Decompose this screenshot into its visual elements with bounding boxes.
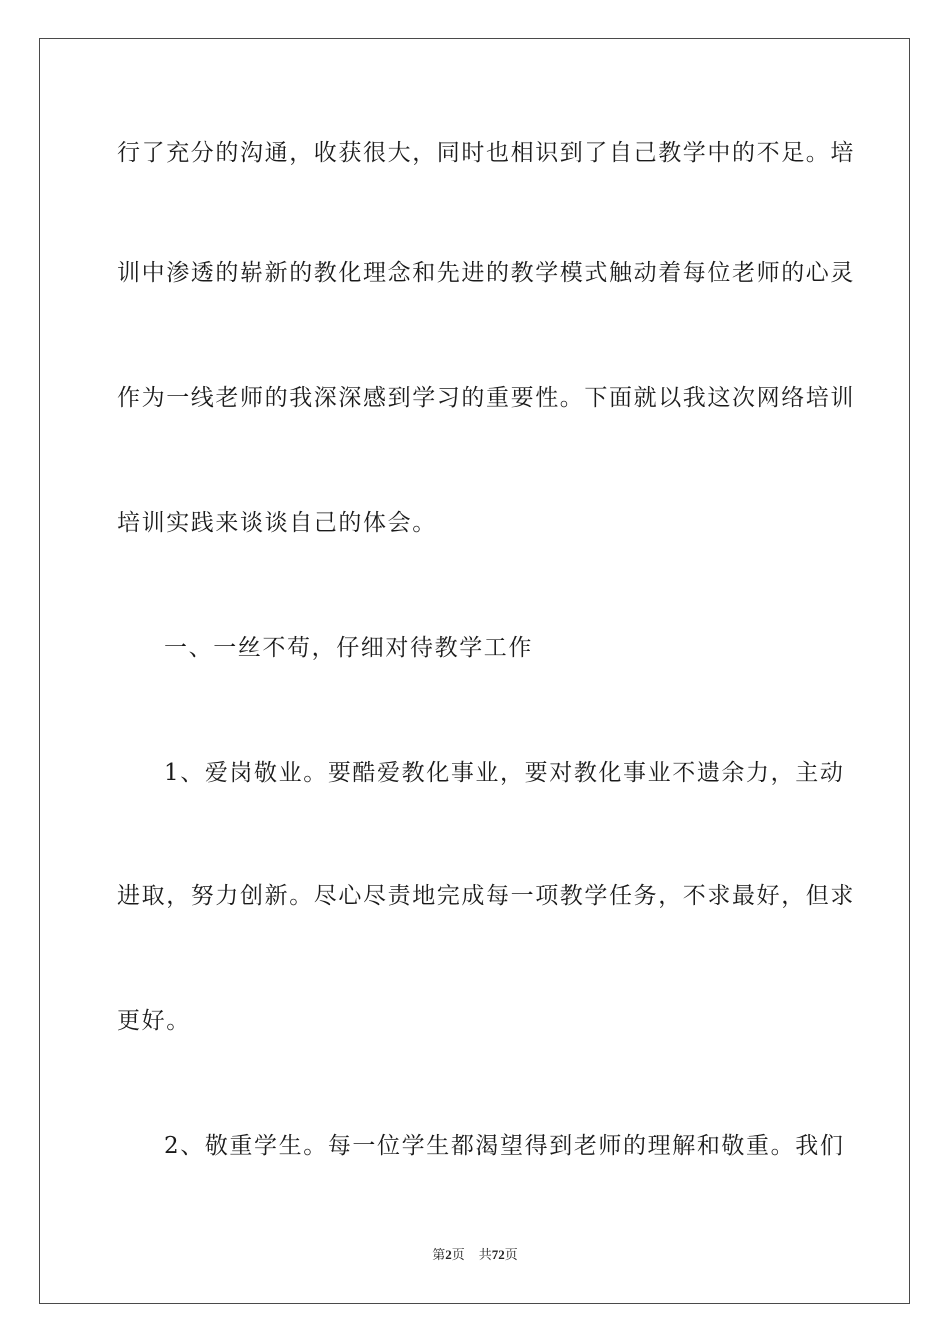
footer-total-pages: 72 [491,1247,505,1262]
footer-page-number: 2 [445,1247,452,1262]
paragraph-line-7: 更好。 [117,1008,191,1034]
paragraph-line-3: 作为一线老师的我深深感到学习的重要性。下面就以我这次网络培训 [117,385,855,411]
footer-total-suffix: 页 [504,1247,518,1262]
paragraph-line-8: 2、敬重学生。每一位学生都渴望得到老师的理解和敬重。我们 [164,1133,845,1159]
paragraph-line-1: 行了充分的沟通，收获很大，同时也相识到了自己教学中的不足。培 [117,140,855,166]
page-border [39,38,910,1304]
section-heading: 一、一丝不苟，仔细对待教学工作 [164,635,533,661]
footer-page-suffix: 页 [451,1247,465,1262]
footer-page-prefix: 第 [432,1247,446,1262]
paragraph-line-6: 进取，努力创新。尽心尽责地完成每一项教学任务，不求最好，但求 [117,883,855,909]
paragraph-line-5: 1、爱岗敬业。要酷爱教化事业，要对教化事业不遗余力，主动 [164,760,845,786]
paragraph-line-4: 培训实践来谈谈自己的体会。 [117,510,437,536]
footer-total-prefix: 共 [478,1247,492,1262]
paragraph-line-2: 训中渗透的崭新的教化理念和先进的教学模式触动着每位老师的心灵 [117,260,855,286]
page-footer [0,1247,950,1263]
